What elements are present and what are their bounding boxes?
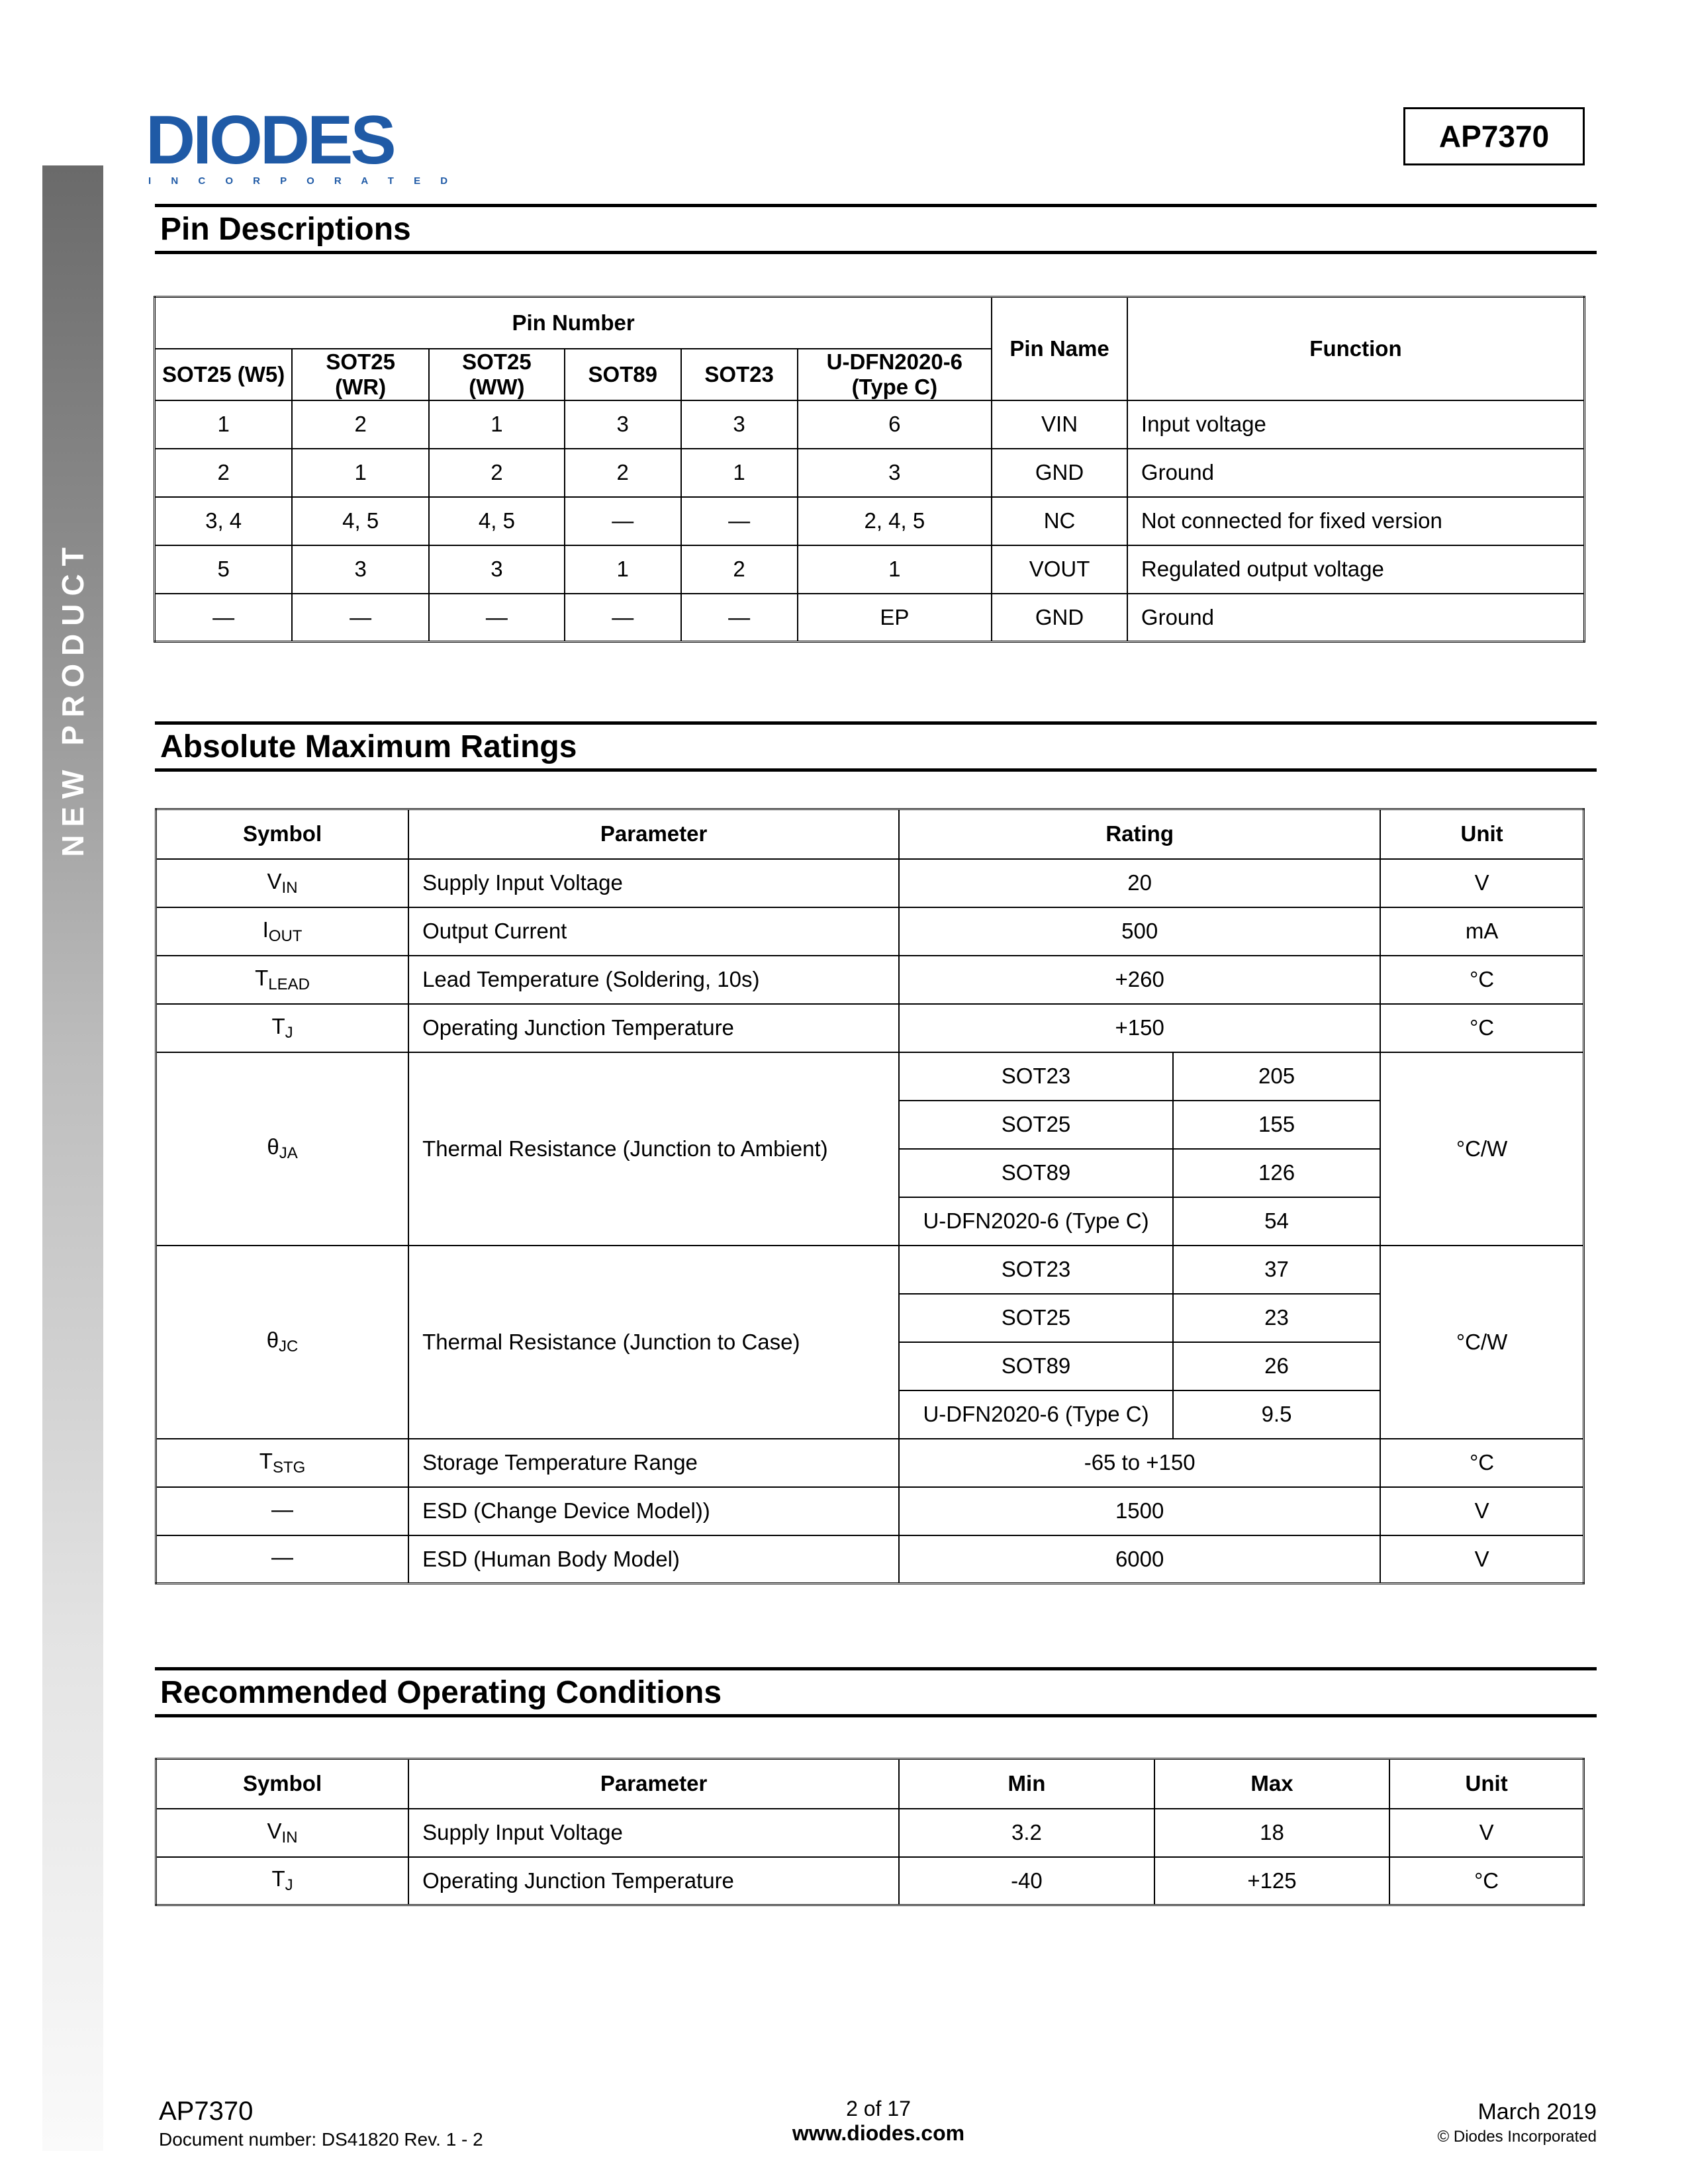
min-cell: -40 <box>899 1857 1154 1905</box>
table-row <box>155 400 1585 449</box>
table-row <box>155 497 1585 545</box>
parameter-cell: Operating Junction Temperature <box>408 1857 899 1905</box>
table-row <box>156 1857 1584 1905</box>
package-cell: SOT25 <box>899 1101 1173 1149</box>
value-cell: 37 <box>1173 1246 1380 1294</box>
symbol-subscript: JC <box>279 1338 299 1355</box>
footer-center <box>792 2097 964 2146</box>
pin-number-cell: — <box>565 497 681 545</box>
symbol-subscript: JA <box>279 1144 298 1162</box>
parameter-cell: Lead Temperature (Soldering, 10s) <box>408 956 899 1004</box>
symbol-text: θ <box>266 1328 279 1352</box>
pin-number-cell: 4, 5 <box>429 497 565 545</box>
symbol-subscript: IN <box>281 1828 298 1846</box>
package-cell: U-DFN2020-6 (Type C) <box>899 1390 1173 1439</box>
parameter-header: Parameter <box>408 809 899 859</box>
symbol-cell <box>156 1857 409 1905</box>
rating-cell: 500 <box>899 907 1380 956</box>
symbol-text: T <box>255 965 269 990</box>
pin-number-cell: — <box>292 594 429 642</box>
pin-number-cell: 1 <box>798 545 992 594</box>
parameter-cell: Supply Input Voltage <box>408 859 899 907</box>
symbol-subscript: LEAD <box>268 975 310 993</box>
symbol-text: T <box>259 1448 273 1473</box>
symbol-text: — <box>271 1545 294 1570</box>
part-number-box: AP7370 <box>1403 107 1585 165</box>
abs-max-section <box>155 721 1597 772</box>
pin-number-cell: EP <box>798 594 992 642</box>
table-row <box>155 594 1585 642</box>
value-cell: 126 <box>1173 1149 1380 1197</box>
min-cell: 3.2 <box>899 1809 1154 1857</box>
table-row <box>155 545 1585 594</box>
col-header: SOT89 <box>565 349 681 400</box>
package-cell: SOT89 <box>899 1149 1173 1197</box>
unit-cell: mA <box>1380 907 1583 956</box>
function-header: Function <box>1127 297 1585 400</box>
function-cell: Ground <box>1127 449 1585 497</box>
pin-name-cell: VOUT <box>992 545 1127 594</box>
symbol-cell <box>156 1052 409 1246</box>
parameter-cell: Output Current <box>408 907 899 956</box>
diodes-logo <box>146 109 450 192</box>
symbol-text: θ <box>267 1134 279 1159</box>
abs-max-table <box>155 808 1585 1584</box>
pin-number-cell: 5 <box>155 545 293 594</box>
logo-wordmark: DIODES <box>146 109 394 179</box>
symbol-text: V <box>267 1818 282 1843</box>
table-row <box>156 1246 1584 1294</box>
parameter-header: Parameter <box>408 1759 899 1809</box>
pin-number-cell: 1 <box>292 449 429 497</box>
symbol-text: T <box>271 1866 285 1891</box>
package-cell: SOT89 <box>899 1342 1173 1390</box>
unit-cell: °C <box>1380 1004 1583 1052</box>
rating-cell: 6000 <box>899 1535 1380 1584</box>
symbol-cell <box>156 907 409 956</box>
function-cell: Ground <box>1127 594 1585 642</box>
pin-descriptions-table <box>154 296 1585 643</box>
symbol-subscript: J <box>285 1023 293 1042</box>
pin-number-cell: 3 <box>292 545 429 594</box>
unit-header: Unit <box>1389 1759 1583 1809</box>
section-title: Recommended Operating Conditions <box>155 1667 1597 1717</box>
footer-page: 2 of 17 <box>846 2097 911 2120</box>
footer-part: AP7370 <box>159 2097 254 2126</box>
symbol-cell <box>156 1004 409 1052</box>
symbol-text: V <box>267 868 282 893</box>
section-title: Absolute Maximum Ratings <box>155 721 1597 772</box>
package-cell: SOT23 <box>899 1052 1173 1101</box>
symbol-cell <box>156 1246 409 1439</box>
min-header: Min <box>899 1759 1154 1809</box>
footer-right <box>1438 2099 1597 2146</box>
symbol-cell <box>156 1487 409 1535</box>
symbol-header: Symbol <box>156 809 409 859</box>
pin-number-cell: 6 <box>798 400 992 449</box>
unit-cell: °C/W <box>1380 1052 1583 1246</box>
symbol-header: Symbol <box>156 1759 409 1809</box>
footer-doc-number: Document number: DS41820 Rev. 1 - 2 <box>159 2129 483 2150</box>
parameter-cell: Operating Junction Temperature <box>408 1004 899 1052</box>
symbol-cell <box>156 956 409 1004</box>
value-cell: 23 <box>1173 1294 1380 1342</box>
symbol-subscript: STG <box>272 1458 306 1477</box>
table-row <box>156 1487 1584 1535</box>
footer-date: March 2019 <box>1477 2099 1597 2124</box>
table-row <box>156 1809 1584 1857</box>
value-cell: 9.5 <box>1173 1390 1380 1439</box>
pin-name-cell: VIN <box>992 400 1127 449</box>
col-header: U-DFN2020-6 (Type C) <box>798 349 992 400</box>
symbol-subscript: OUT <box>268 927 303 945</box>
max-cell: 18 <box>1154 1809 1389 1857</box>
pin-descriptions-section <box>155 204 1597 254</box>
pin-number-cell: 2 <box>565 449 681 497</box>
symbol-text: — <box>271 1496 294 1522</box>
table-row <box>156 1052 1584 1101</box>
symbol-cell <box>156 1809 409 1857</box>
pin-number-cell: 2, 4, 5 <box>798 497 992 545</box>
unit-cell: V <box>1380 1487 1583 1535</box>
symbol-subscript: J <box>285 1876 293 1895</box>
pin-name-header: Pin Name <box>992 297 1127 400</box>
value-cell: 205 <box>1173 1052 1380 1101</box>
table-row <box>156 956 1584 1004</box>
package-cell: SOT23 <box>899 1246 1173 1294</box>
pin-number-cell: 2 <box>681 545 798 594</box>
table-row <box>155 449 1585 497</box>
footer-url[interactable]: www.diodes.com <box>792 2121 965 2145</box>
parameter-cell: Storage Temperature Range <box>408 1439 899 1487</box>
side-banner-text: NEW PRODUCT <box>56 539 90 857</box>
unit-cell: °C <box>1380 1439 1583 1487</box>
logo-subtext: I N C O R P O R A T E D <box>148 175 450 187</box>
pin-number-cell: 2 <box>155 449 293 497</box>
pin-number-cell: 3 <box>798 449 992 497</box>
footer-left <box>159 2097 483 2150</box>
rating-header: Rating <box>899 809 1380 859</box>
pin-number-cell: 4, 5 <box>292 497 429 545</box>
rating-cell: -65 to +150 <box>899 1439 1380 1487</box>
unit-cell: °C <box>1389 1857 1583 1905</box>
unit-cell: V <box>1389 1809 1583 1857</box>
pin-number-cell: 2 <box>292 400 429 449</box>
rating-cell: +260 <box>899 956 1380 1004</box>
pin-number-cell: 3 <box>565 400 681 449</box>
pin-number-cell: 1 <box>565 545 681 594</box>
value-cell: 155 <box>1173 1101 1380 1149</box>
col-header: SOT23 <box>681 349 798 400</box>
pin-number-cell: — <box>681 497 798 545</box>
header-row <box>156 809 1584 859</box>
symbol-text: T <box>271 1013 285 1038</box>
parameter-cell: ESD (Change Device Model)) <box>408 1487 899 1535</box>
unit-cell: V <box>1380 859 1583 907</box>
table-row <box>156 859 1584 907</box>
section-title: Pin Descriptions <box>155 204 1597 254</box>
pin-number-header: Pin Number <box>155 297 992 349</box>
symbol-cell <box>156 1535 409 1584</box>
pin-number-cell: 1 <box>155 400 293 449</box>
parameter-cell: Thermal Resistance (Junction to Ambient) <box>408 1052 899 1246</box>
col-header: SOT25 (W5) <box>155 349 293 400</box>
pin-name-cell: GND <box>992 449 1127 497</box>
pin-number-cell: 2 <box>429 449 565 497</box>
pin-name-cell: NC <box>992 497 1127 545</box>
symbol-subscript: IN <box>281 878 298 897</box>
symbol-text: I <box>262 917 269 942</box>
value-cell: 26 <box>1173 1342 1380 1390</box>
parameter-cell: ESD (Human Body Model) <box>408 1535 899 1584</box>
rec-op-table <box>155 1758 1585 1906</box>
unit-cell: °C <box>1380 956 1583 1004</box>
pin-name-cell: GND <box>992 594 1127 642</box>
rating-cell: 20 <box>899 859 1380 907</box>
table-row <box>156 1439 1584 1487</box>
rec-op-section <box>155 1667 1597 1717</box>
footer-copyright: © Diodes Incorporated <box>1437 2128 1597 2146</box>
table-row <box>156 907 1584 956</box>
parameter-cell: Supply Input Voltage <box>408 1809 899 1857</box>
function-cell: Regulated output voltage <box>1127 545 1585 594</box>
pin-number-cell: — <box>565 594 681 642</box>
rating-cell: +150 <box>899 1004 1380 1052</box>
unit-cell: °C/W <box>1380 1246 1583 1439</box>
col-header: SOT25 (WR) <box>292 349 429 400</box>
pin-number-cell: 3 <box>681 400 798 449</box>
side-banner <box>42 165 103 2151</box>
table-row <box>156 1535 1584 1584</box>
function-cell: Input voltage <box>1127 400 1585 449</box>
unit-cell: V <box>1380 1535 1583 1584</box>
pin-number-cell: 1 <box>681 449 798 497</box>
table-row <box>156 1004 1584 1052</box>
pin-number-cell: 3, 4 <box>155 497 293 545</box>
max-cell: +125 <box>1154 1857 1389 1905</box>
parameter-cell: Thermal Resistance (Junction to Case) <box>408 1246 899 1439</box>
unit-header: Unit <box>1380 809 1583 859</box>
pin-number-cell: — <box>155 594 293 642</box>
pin-number-cell: 1 <box>429 400 565 449</box>
pin-number-cell: — <box>429 594 565 642</box>
package-cell: SOT25 <box>899 1294 1173 1342</box>
header-row <box>156 1759 1584 1809</box>
pin-number-cell: — <box>681 594 798 642</box>
package-cell: U-DFN2020-6 (Type C) <box>899 1197 1173 1246</box>
rating-cell: 1500 <box>899 1487 1380 1535</box>
symbol-cell <box>156 859 409 907</box>
col-header: SOT25 (WW) <box>429 349 565 400</box>
pin-number-cell: 3 <box>429 545 565 594</box>
value-cell: 54 <box>1173 1197 1380 1246</box>
symbol-cell <box>156 1439 409 1487</box>
max-header: Max <box>1154 1759 1389 1809</box>
function-cell: Not connected for fixed version <box>1127 497 1585 545</box>
